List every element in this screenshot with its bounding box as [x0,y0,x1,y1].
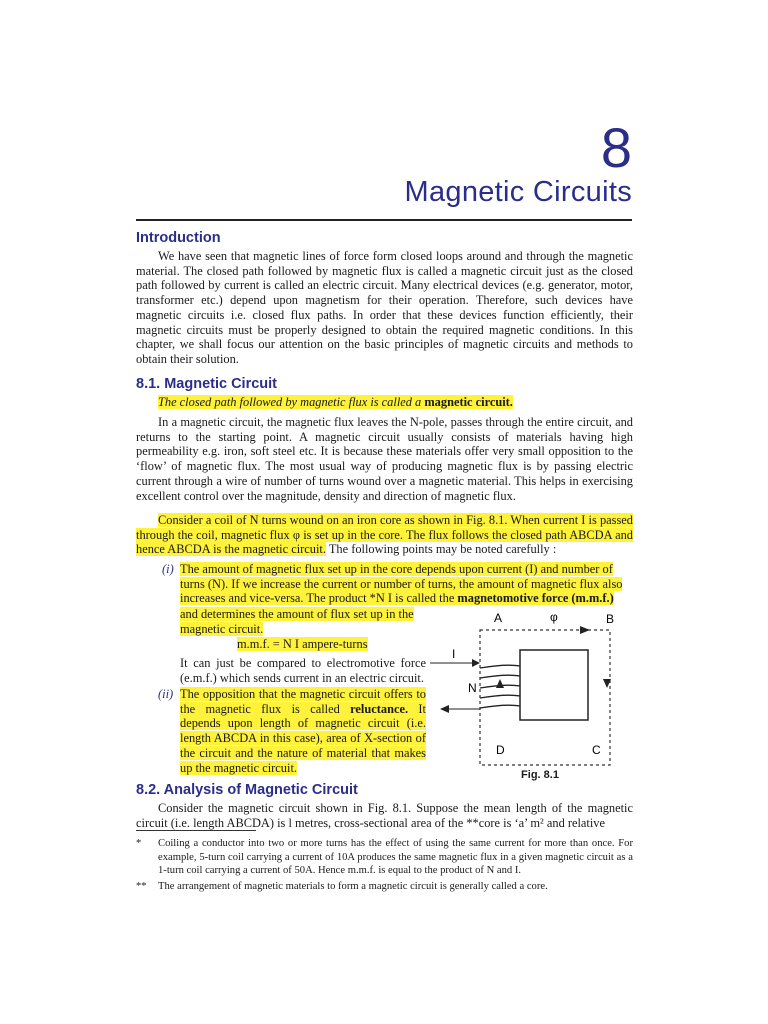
footnote-rule [136,830,256,831]
core-window [520,650,588,720]
magnetic-circuit-figure [430,608,635,788]
item2-a: The opposition that the magnetic circuit offers to the magnetic flux is called [180,687,426,716]
footnote-2 [136,880,633,894]
item1-line2: turns (N). If we increase the current or number of turns, the amount of magnetic flux also [180,576,623,591]
footnote-2-text: The arrangement of magnetic materials to form a magnetic circuit is generally called a core. [158,881,548,892]
footnote-1-text: Coiling a conductor into two or more turns has the effect of using the same current for more than once. For example, 5-turn coil carrying a current of 10A produces the same magnetic flux in a given magnetic circuit as a 1-turn coil carrying a current of 50A. Hence m.m.f. is equal to the product of N and I. [158,838,633,877]
mmf-equation: m.m.f. = N I ampere-turns [237,637,368,651]
label-D: D [496,743,505,757]
intro-heading: Introduction [136,230,221,246]
s82-text: Consider the magnetic circuit shown in Fig. 8.1. Suppose the mean length of the magnetic circuit (i.e. length ABCDA) is l metres, cross-sectional area of the **core is ‘a’ m² and relative [136,801,633,830]
item2-text [180,687,426,775]
footnote-2-mark: ** [136,881,147,892]
para2-highlight: Consider a coil of N turns wound on an iron core as shown in Fig. 8.1. When current I is passed through the coil, magnetic flux φ is set up in the core. The flux follows the closed path ABCDA and hence ABCDA is the magnetic circuit. [136,513,633,557]
item1-text-wide [180,562,633,606]
definition-italic: The closed path followed by magnetic flux is called a [158,395,425,409]
footnote-1-mark: * [136,838,142,849]
item1-number: (i) [162,562,174,576]
para2-rest: The following points may be noted carefully : [325,542,557,557]
item2-c: It depends upon length of magnetic circuit (i.e. length ABCDA in this case), [180,701,427,746]
item1-line4: and determines the amount of flux set up in the [180,607,414,621]
intro-text: We have seen that magnetic lines of force form closed loops around and through the magnetic material. The closed path followed by magnetic flux is called a magnetic circuit just as the closed path followed by current is called an electric circuit. Many electrical devices (e.g. generator, motor, transformer etc.) depend upon magnetism for their operation. Therefore, such devices have magnetic circuits i.e. closed flux paths. In order that these devices function efficiently, their magnetic circuits must be properly designed to obtain the required magnetic conditions. In this chapter, we shall focus our attention on the basic principles of magnetic circuits and methods to obtain their solution. [136,249,633,366]
section-8-1-para2 [136,513,633,557]
chapter-title: Magnetic Circuits [404,176,632,208]
intro-paragraph [136,249,633,367]
label-I: I [452,647,456,661]
item1-line3b: magnetomotive force (m.m.f.) [457,591,614,606]
title-rule [136,219,632,221]
label-C: C [592,743,601,757]
item1-line1: The amount of magnetic flux set up in the core depends upon current (I) and number of [180,562,613,576]
definition [158,395,633,410]
section-8-2-heading: 8.2. Analysis of Magnetic Circuit [136,782,358,798]
footnote-1 [136,837,633,878]
item1-line3a: increases and vice-versa. The product *N I is called the [180,591,458,606]
section-8-2-para [136,801,633,830]
item1-line5: magnetic circuit. [180,621,264,636]
label-B: B [606,612,615,626]
flux-arrow-up [496,679,504,688]
item2-number: (ii) [158,687,174,701]
para1-text: In a magnetic circuit, the magnetic flux leaves the N-pole, passes through the entire circuit, and returns to the starting point. A magnetic circuit usually consists of materials having high permeability e.g. iron, soft steel etc. It is because these materials offer very small opposition to the ‘flow’ of magnetic flux. The most usual way of producing magnetic flux is by passing electric current through a wire of number of turns wound over a magnetic material. This helps in exercising excellent control over the magnitude, density and direction of magnetic flux. [136,415,633,503]
item1-after: It can just be compared to electromotive force (e.m.f.) which sends current in an electric circuit. [180,656,426,685]
chapter-number: 8 [600,116,632,179]
section-8-1-heading: 8.1. Magnetic Circuit [136,376,278,392]
item2-b: reluctance. [350,701,409,716]
item2-d: area of X-section of the circuit and the nature of material that makes up the magnetic circuit. [180,731,426,775]
figure-caption: Fig. 8.1 [521,769,559,781]
definition-bold: magnetic circuit. [424,395,513,409]
section-8-1-para1 [136,415,633,503]
label-A: A [494,611,503,625]
label-phi: φ [550,610,558,624]
label-N: N [468,681,477,695]
item1-text-narrow [180,607,426,636]
flux-arrow-right [580,626,590,634]
